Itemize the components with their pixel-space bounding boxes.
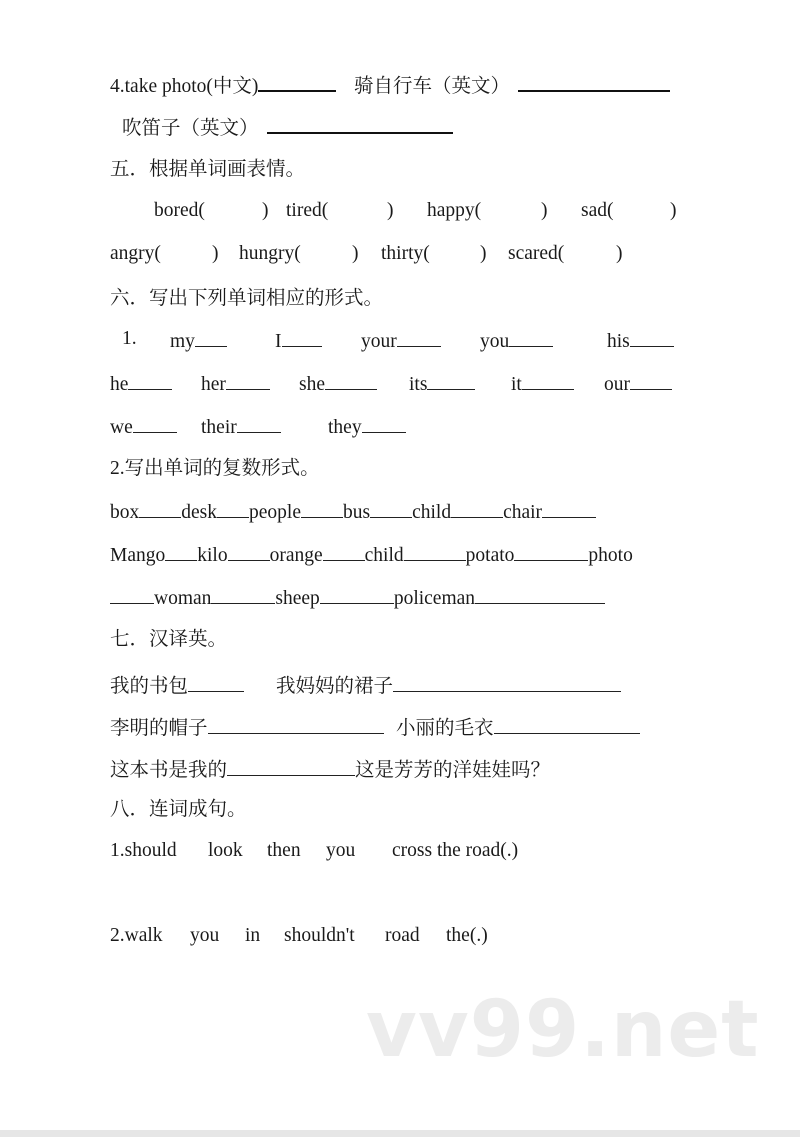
emotion-word: thirty(	[381, 243, 430, 264]
scrambled-word: then	[267, 840, 301, 861]
word-item: our	[604, 374, 630, 395]
answer-blank[interactable]	[475, 585, 605, 604]
word-item: you	[480, 331, 510, 352]
translate-item: 小丽的毛衣	[396, 712, 640, 740]
paren-close: )	[352, 243, 359, 264]
answer-blank[interactable]	[494, 715, 640, 734]
answer-blank[interactable]	[370, 499, 412, 518]
answer-blank[interactable]	[110, 585, 154, 604]
emotion-word: bored(	[154, 200, 205, 221]
paren-close: )	[670, 200, 677, 221]
word-item: potato	[465, 545, 515, 566]
word-item: child	[412, 502, 452, 523]
answer-blank[interactable]	[404, 542, 466, 561]
word-item: sheep	[275, 588, 320, 609]
word-item: child	[364, 545, 404, 566]
answer-blank[interactable]	[514, 542, 588, 561]
word-item: kilo	[197, 545, 228, 566]
emotion-word: scared(	[508, 243, 565, 264]
paren-close: )	[387, 200, 394, 221]
section6-heading: 六．写出下列单词相应的形式。	[110, 288, 384, 309]
answer-blank[interactable]	[258, 72, 336, 92]
scrambled-word: the(.)	[446, 925, 488, 946]
word-item: photo	[588, 545, 633, 566]
answer-blank[interactable]	[237, 414, 281, 433]
plural-row1	[110, 499, 596, 526]
scrambled-word: road	[385, 925, 420, 946]
word-item: bus	[342, 502, 371, 523]
word-item: orange	[269, 545, 323, 566]
word-item: their	[201, 417, 237, 438]
emotion-word: hungry(	[239, 243, 301, 264]
paren-close: )	[616, 243, 623, 264]
word-item: Mango	[110, 545, 166, 566]
scrambled-word: shouldn't	[284, 925, 355, 946]
paren-close: )	[262, 200, 269, 221]
translate-item: 李明的帽子	[110, 712, 384, 740]
scrambled-word: in	[245, 925, 261, 946]
take-photo-prompt: 4.take photo(中文)	[110, 76, 259, 97]
answer-blank[interactable]	[227, 757, 355, 776]
answer-blank[interactable]	[195, 328, 227, 347]
page-bottom-edge	[0, 1130, 800, 1137]
scrambled-word: you	[190, 925, 220, 946]
answer-blank[interactable]	[165, 542, 197, 561]
section8-heading: 八．连词成句。	[110, 799, 247, 820]
answer-blank[interactable]	[301, 499, 343, 518]
answer-blank[interactable]	[362, 414, 406, 433]
word-item: people	[249, 502, 301, 523]
answer-blank[interactable]	[226, 371, 270, 390]
answer-blank[interactable]	[267, 114, 453, 134]
scrambled-word: you	[326, 840, 356, 861]
word-item: we	[110, 417, 133, 438]
word-item: policeman	[393, 588, 476, 609]
word-item: it	[511, 374, 522, 395]
section7-heading: 七．汉译英。	[110, 629, 228, 650]
word-item: desk	[181, 502, 217, 523]
word-item: your	[361, 331, 397, 352]
q4-line	[110, 72, 336, 100]
translate-item: 我的书包	[110, 670, 244, 698]
answer-blank[interactable]	[509, 328, 553, 347]
plural-heading: 2.写出单词的复数形式。	[110, 458, 320, 479]
paren-close: )	[480, 243, 487, 264]
emotion-word: tired(	[286, 200, 329, 221]
scrambled-word: 1.should	[110, 840, 177, 861]
bike-line	[354, 72, 670, 100]
plural-row2	[110, 542, 633, 569]
paren-close: )	[212, 243, 219, 264]
translate-item: 这本书是我的 这是芳芳的洋娃娃吗？	[110, 754, 550, 782]
answer-blank[interactable]	[630, 371, 672, 390]
flute-line	[122, 114, 453, 142]
answer-blank[interactable]	[282, 328, 322, 347]
answer-blank[interactable]	[630, 328, 674, 347]
word-item: she	[299, 374, 325, 395]
scrambled-word: 2.walk	[110, 925, 163, 946]
word-item: he	[110, 374, 129, 395]
answer-blank[interactable]	[518, 72, 670, 92]
emotion-word: sad(	[581, 200, 614, 221]
answer-blank[interactable]	[427, 371, 475, 390]
word-item: I	[275, 331, 282, 352]
translate-item: 我妈妈的裙子	[276, 670, 621, 698]
answer-blank[interactable]	[323, 542, 365, 561]
section5-heading: 五．根据单词画表情。	[110, 159, 306, 180]
bike-prompt: 骑自行车（英文）	[354, 76, 511, 97]
word-item: box	[110, 502, 140, 523]
answer-blank[interactable]	[320, 585, 394, 604]
answer-blank[interactable]	[211, 585, 275, 604]
answer-blank[interactable]	[542, 499, 596, 518]
word-item: woman	[154, 588, 212, 609]
emotion-word: angry(	[110, 243, 161, 264]
watermark: vv99.net	[366, 985, 760, 1075]
word-item: her	[201, 374, 226, 395]
answer-blank[interactable]	[139, 499, 181, 518]
word-item: his	[607, 331, 630, 352]
answer-blank[interactable]	[188, 673, 244, 692]
answer-blank[interactable]	[522, 371, 574, 390]
answer-blank[interactable]	[451, 499, 503, 518]
plural-row3	[110, 585, 605, 612]
answer-blank[interactable]	[397, 328, 441, 347]
word-item: they	[328, 417, 362, 438]
answer-blank[interactable]	[128, 371, 172, 390]
word-item: its	[409, 374, 428, 395]
word-item: my	[170, 331, 195, 352]
answer-blank[interactable]	[208, 715, 384, 734]
answer-blank[interactable]	[133, 414, 177, 433]
answer-blank[interactable]	[228, 542, 270, 561]
answer-blank[interactable]	[325, 371, 377, 390]
paren-close: )	[541, 200, 548, 221]
scrambled-word: look	[208, 840, 243, 861]
answer-blank[interactable]	[217, 499, 249, 518]
word-item: chair	[503, 502, 543, 523]
emotion-word: happy(	[427, 200, 482, 221]
flute-prompt: 吹笛子（英文）	[122, 118, 259, 139]
question-number: 1.	[122, 328, 137, 349]
scrambled-word: cross the road(.)	[392, 840, 519, 861]
answer-blank[interactable]	[393, 673, 621, 692]
